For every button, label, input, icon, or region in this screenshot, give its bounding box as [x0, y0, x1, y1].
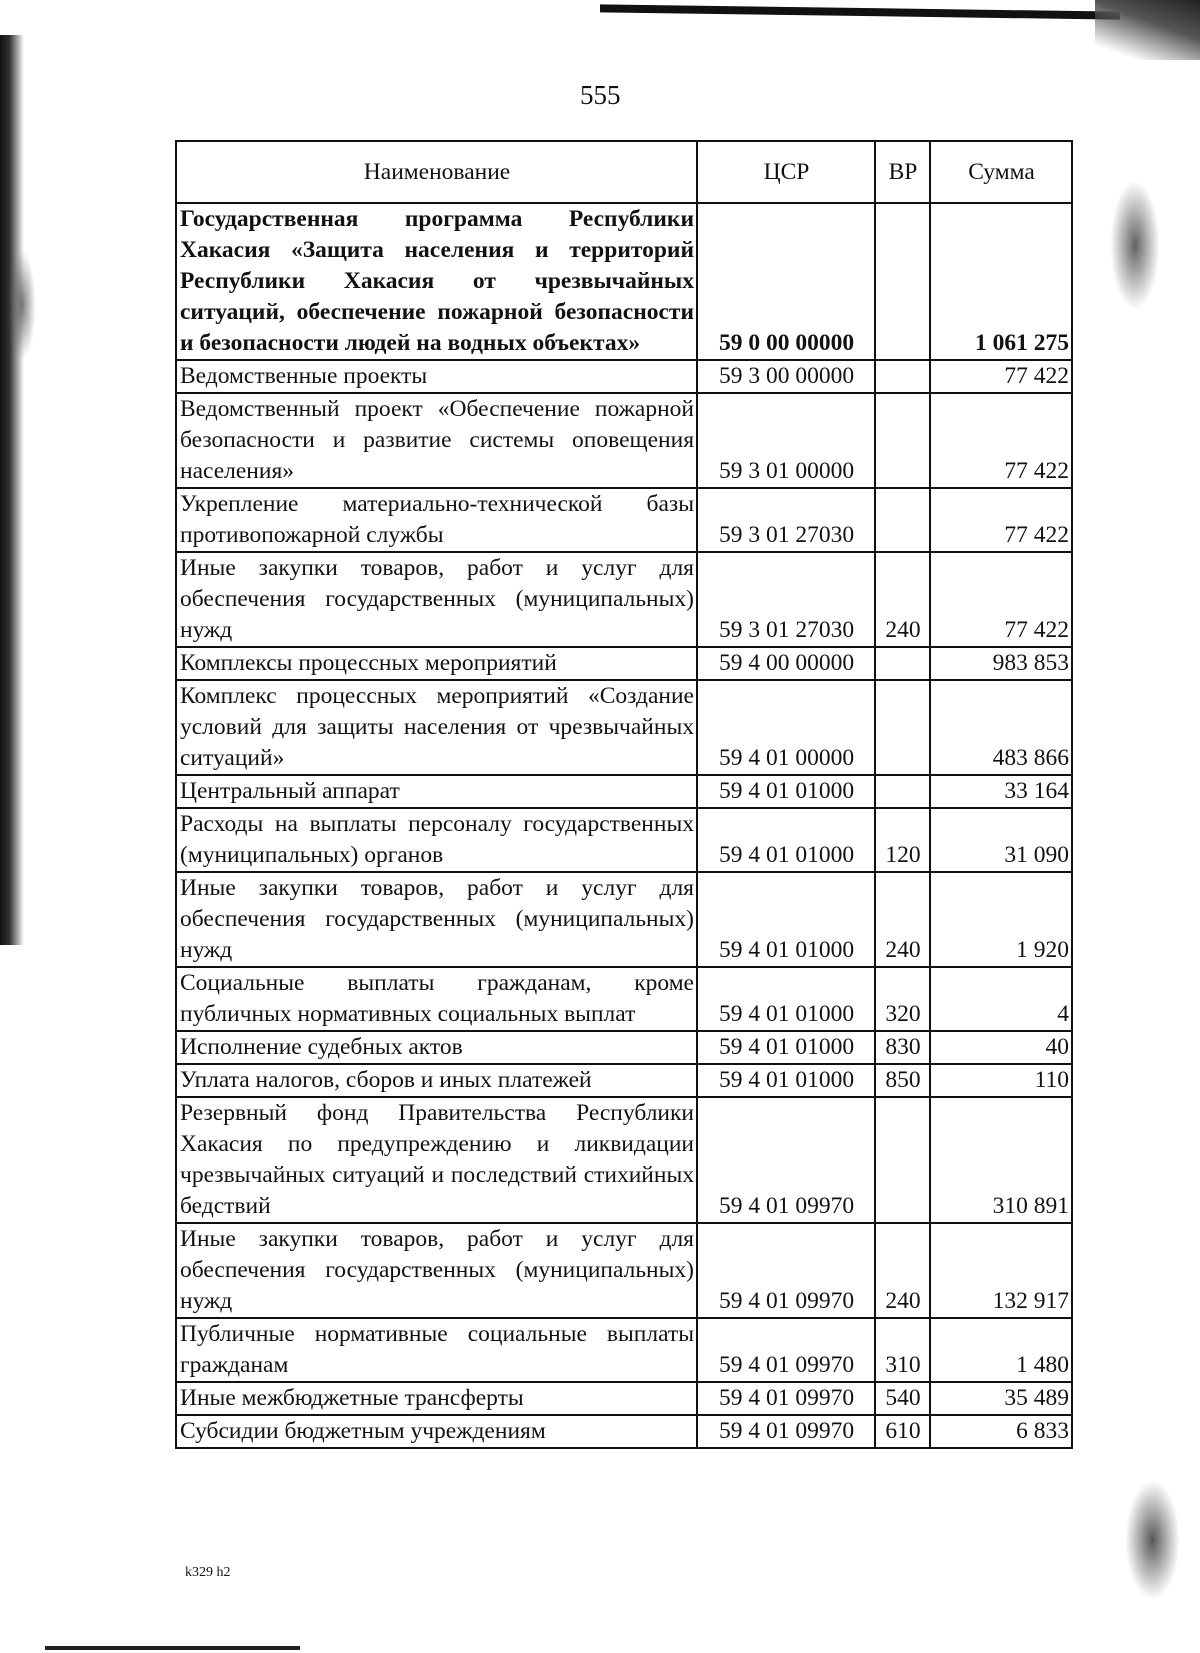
table-row — [176, 552, 1072, 647]
row-sum-cell: 33 164 — [930, 775, 1072, 808]
table-row — [176, 775, 1072, 808]
table-row — [176, 1318, 1072, 1382]
row-vr-cell: 830 — [875, 1031, 930, 1064]
row-name-cell: Государственная программа Республики Хакасия «Защита населения и территорий Республики Хакасия от чрезвычайных ситуаций, обеспечение пожарной безопасности и безопасности людей на водных объектах» — [176, 203, 697, 360]
table-row — [176, 647, 1072, 680]
row-sum-cell: 31 090 — [930, 808, 1072, 872]
row-sum-cell: 35 489 — [930, 1382, 1072, 1415]
row-sum-cell: 77 422 — [930, 393, 1072, 488]
row-vr-cell: 320 — [875, 967, 930, 1031]
table-row — [176, 360, 1072, 393]
table-row — [176, 488, 1072, 552]
row-sum-cell: 77 422 — [930, 552, 1072, 647]
row-sum-cell: 1 061 275 — [930, 203, 1072, 360]
row-sum-cell: 6 833 — [930, 1415, 1072, 1448]
row-name-cell: Иные закупки товаров, работ и услуг для обеспечения государственных (муниципальных) нужд — [176, 872, 697, 967]
scan-noise-right-bottom — [1125, 1480, 1180, 1600]
row-name-cell: Центральный аппарат — [176, 775, 697, 808]
scan-edge-shadow-left — [0, 35, 24, 945]
row-csr-cell: 59 4 01 09970 — [697, 1097, 875, 1223]
row-csr-cell: 59 3 01 00000 — [697, 393, 875, 488]
row-csr-cell: 59 4 01 00000 — [697, 680, 875, 775]
row-vr-cell: 240 — [875, 1223, 930, 1318]
row-csr-cell: 59 4 01 01000 — [697, 872, 875, 967]
row-sum-cell: 1 480 — [930, 1318, 1072, 1382]
row-sum-cell: 310 891 — [930, 1097, 1072, 1223]
table-row — [176, 967, 1072, 1031]
row-name-cell: Ведомственный проект «Обеспечение пожарной безопасности и развитие системы оповещения населения» — [176, 393, 697, 488]
row-name-cell: Ведомственные проекты — [176, 360, 697, 393]
row-sum-cell: 77 422 — [930, 360, 1072, 393]
row-csr-cell: 59 4 01 01000 — [697, 808, 875, 872]
table-row — [176, 1382, 1072, 1415]
header-sum: Сумма — [930, 141, 1072, 203]
scan-edge-shadow-top — [600, 4, 1120, 19]
row-sum-cell: 983 853 — [930, 647, 1072, 680]
budget-table — [175, 140, 1073, 1449]
table-header-row — [176, 141, 1072, 203]
row-csr-cell: 59 0 00 00000 — [697, 203, 875, 360]
scan-noise-left — [8, 250, 36, 360]
scan-edge-line-bottom — [45, 1646, 300, 1650]
row-name-cell: Иные закупки товаров, работ и услуг для обеспечения государственных (муниципальных) нужд — [176, 552, 697, 647]
row-name-cell: Комплекс процессных мероприятий «Создание условий для защиты населения от чрезвычайных ситуаций» — [176, 680, 697, 775]
table-row — [176, 393, 1072, 488]
row-sum-cell: 110 — [930, 1064, 1072, 1097]
footer-code: k329 h2 — [185, 1565, 231, 1580]
page-number: 555 — [580, 80, 621, 110]
header-name: Наименование — [176, 141, 697, 203]
row-name-cell: Резервный фонд Правительства Республики Хакасия по предупреждению и ликвидации чрезвычайных ситуаций и последствий стихийных бедствий — [176, 1097, 697, 1223]
table-row — [176, 808, 1072, 872]
row-sum-cell: 4 — [930, 967, 1072, 1031]
row-csr-cell: 59 4 01 01000 — [697, 775, 875, 808]
row-sum-cell: 77 422 — [930, 488, 1072, 552]
row-vr-cell — [875, 647, 930, 680]
row-csr-cell: 59 4 01 01000 — [697, 1031, 875, 1064]
row-name-cell: Социальные выплаты гражданам, кроме публичных нормативных социальных выплат — [176, 967, 697, 1031]
row-vr-cell: 240 — [875, 872, 930, 967]
row-csr-cell: 59 4 01 09970 — [697, 1382, 875, 1415]
table-body — [176, 203, 1072, 1448]
header-vr: ВР — [875, 141, 930, 203]
table-row — [176, 1223, 1072, 1318]
row-vr-cell — [875, 680, 930, 775]
row-vr-cell — [875, 203, 930, 360]
row-vr-cell: 310 — [875, 1318, 930, 1382]
table-row — [176, 1097, 1072, 1223]
table-row — [176, 1031, 1072, 1064]
row-vr-cell — [875, 360, 930, 393]
row-name-cell: Укрепление материально-технической базы противопожарной службы — [176, 488, 697, 552]
row-vr-cell: 850 — [875, 1064, 930, 1097]
scan-noise-right-top — [1110, 180, 1160, 310]
header-csr: ЦСР — [697, 141, 875, 203]
row-csr-cell: 59 4 00 00000 — [697, 647, 875, 680]
row-csr-cell: 59 4 01 09970 — [697, 1318, 875, 1382]
row-csr-cell: 59 4 01 09970 — [697, 1415, 875, 1448]
row-csr-cell: 59 4 01 01000 — [697, 967, 875, 1031]
table-row — [176, 1415, 1072, 1448]
row-vr-cell: 540 — [875, 1382, 930, 1415]
table-row — [176, 680, 1072, 775]
row-vr-cell — [875, 393, 930, 488]
table-row — [176, 203, 1072, 360]
row-csr-cell: 59 4 01 01000 — [697, 1064, 875, 1097]
row-name-cell: Иные межбюджетные трансферты — [176, 1382, 697, 1415]
row-vr-cell: 610 — [875, 1415, 930, 1448]
row-vr-cell — [875, 1097, 930, 1223]
row-vr-cell — [875, 775, 930, 808]
row-name-cell: Комплексы процессных мероприятий — [176, 647, 697, 680]
row-vr-cell: 120 — [875, 808, 930, 872]
row-vr-cell: 240 — [875, 552, 930, 647]
row-csr-cell: 59 3 00 00000 — [697, 360, 875, 393]
table-row — [176, 1064, 1072, 1097]
row-vr-cell — [875, 488, 930, 552]
row-name-cell: Публичные нормативные социальные выплаты гражданам — [176, 1318, 697, 1382]
row-name-cell: Уплата налогов, сборов и иных платежей — [176, 1064, 697, 1097]
row-csr-cell: 59 4 01 09970 — [697, 1223, 875, 1318]
row-sum-cell: 1 920 — [930, 872, 1072, 967]
row-sum-cell: 40 — [930, 1031, 1072, 1064]
table-row — [176, 872, 1072, 967]
row-name-cell: Исполнение судебных актов — [176, 1031, 697, 1064]
row-name-cell: Иные закупки товаров, работ и услуг для обеспечения государственных (муниципальных) нужд — [176, 1223, 697, 1318]
row-name-cell: Субсидии бюджетным учреждениям — [176, 1415, 697, 1448]
scan-corner-shadow — [1095, 0, 1200, 60]
row-sum-cell: 483 866 — [930, 680, 1072, 775]
row-csr-cell: 59 3 01 27030 — [697, 552, 875, 647]
row-sum-cell: 132 917 — [930, 1223, 1072, 1318]
row-csr-cell: 59 3 01 27030 — [697, 488, 875, 552]
row-name-cell: Расходы на выплаты персоналу государственных (муниципальных) органов — [176, 808, 697, 872]
